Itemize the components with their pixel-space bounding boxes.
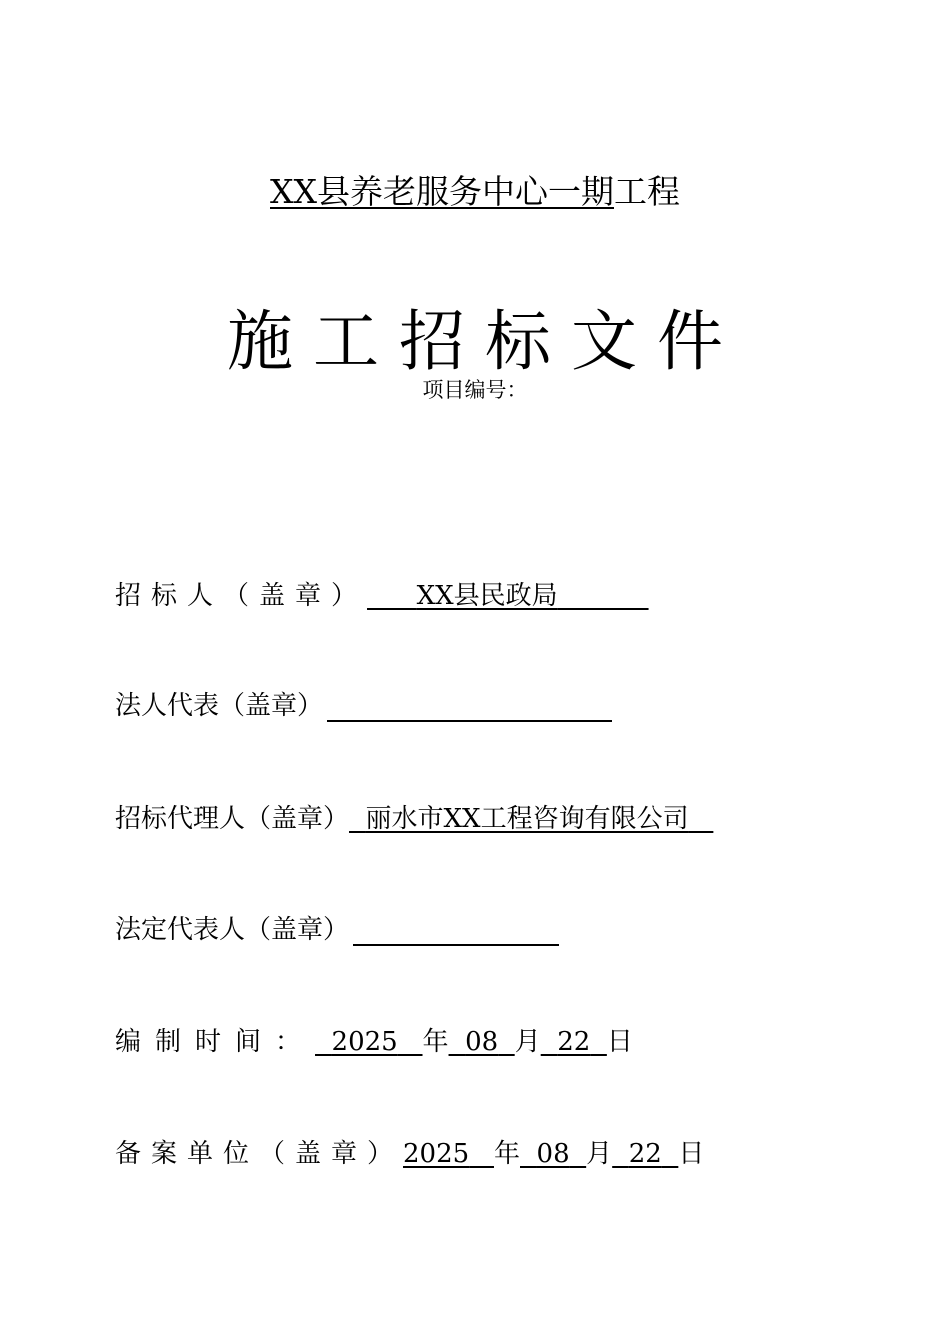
tenderer-value: XX县民政局: [416, 581, 558, 611]
compile-month-field: [449, 1027, 515, 1057]
tenderer-field: [367, 581, 649, 611]
compile-time-row: [115, 1026, 633, 1058]
compile-month-unit: 月: [514, 1027, 541, 1057]
document-title: 施工招标文件: [227, 303, 743, 380]
statutory-rep-label: 法定代表人（盖章）: [115, 915, 350, 945]
filing-unit-row: [115, 1138, 704, 1170]
project-name-line: [0, 166, 950, 213]
compile-year-unit: 年: [422, 1027, 449, 1057]
filing-year: 2025: [403, 1139, 470, 1169]
project-name: XX县养老服务中心一期: [270, 172, 614, 211]
legal-rep-label: 法人代表（盖章）: [115, 691, 324, 721]
statutory-rep-row: [115, 914, 559, 946]
compile-month: 08: [465, 1027, 499, 1057]
filing-day-unit: 日: [678, 1139, 705, 1169]
tenderer-row: [115, 580, 649, 612]
filing-year-unit: 年: [493, 1139, 520, 1169]
filing-day: 22: [628, 1139, 662, 1169]
agent-value: 丽水市XX工程咨询有限公司: [365, 804, 689, 834]
agent-row: [115, 803, 713, 835]
legal-rep-blank: [327, 696, 612, 722]
compile-time-label: 编制时间：: [115, 1027, 316, 1057]
agent-field: [349, 804, 713, 834]
legal-rep-row: [115, 690, 612, 722]
filing-unit-label: 备案单位（盖章）: [115, 1139, 404, 1169]
compile-year: 2025: [331, 1027, 398, 1057]
project-name-suffix: 工程: [614, 172, 680, 211]
agent-label: 招标代理人（盖章）: [115, 804, 350, 834]
compile-year-field: [315, 1027, 423, 1057]
compile-day-field: [541, 1027, 607, 1057]
filing-year-field: [403, 1139, 494, 1169]
compile-day: 22: [557, 1027, 591, 1057]
filing-month: 08: [536, 1139, 570, 1169]
filing-day-field: [612, 1139, 678, 1169]
statutory-rep-blank: [353, 920, 559, 946]
filing-month-field: [520, 1139, 586, 1169]
project-number-label: 项目编号：: [422, 378, 528, 402]
tenderer-label: 招标人（盖章）: [115, 581, 368, 611]
filing-month-unit: 月: [586, 1139, 613, 1169]
compile-day-unit: 日: [606, 1027, 633, 1057]
